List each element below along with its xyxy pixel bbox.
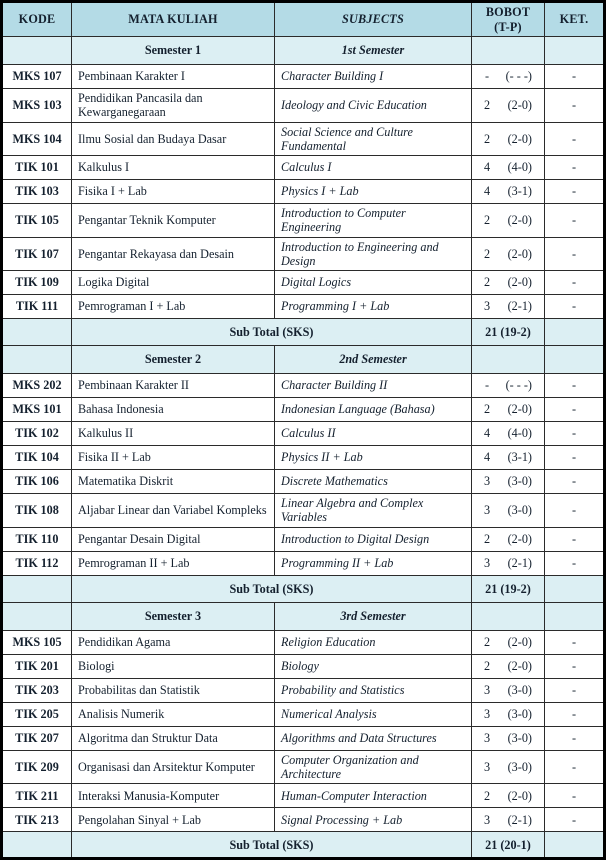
course-code: TIK 201 — [2, 654, 72, 678]
credits-sks: 3 — [483, 759, 491, 774]
subtotal-spacer-kode — [2, 575, 72, 602]
subtotal-note — [545, 575, 605, 602]
course-name-id: Logika Digital — [72, 271, 275, 295]
course-name-en: Numerical Analysis — [275, 702, 472, 726]
credits-theory-practice: (3-0) — [507, 683, 532, 698]
course-code: TIK 102 — [2, 422, 72, 446]
credits-inner — [478, 635, 538, 649]
semester-spacer-kode — [2, 602, 72, 630]
credits-inner — [478, 426, 538, 440]
credits-theory-practice: (2-0) — [507, 402, 532, 417]
course-note: - — [545, 678, 605, 702]
course-note: - — [545, 65, 605, 89]
course-name-en: Digital Logics — [275, 271, 472, 295]
table-body — [2, 37, 605, 859]
credits-sks: 2 — [483, 635, 491, 650]
credits-theory-practice: (4-0) — [507, 160, 532, 175]
credits-sks: 3 — [483, 683, 491, 698]
credits-inner — [478, 474, 538, 488]
course-note: - — [545, 122, 605, 156]
credits-inner — [478, 813, 538, 827]
course-name-en: Discrete Mathematics — [275, 470, 472, 494]
semester-spacer-ket — [545, 346, 605, 374]
credits-sks: 2 — [483, 275, 491, 290]
course-credits — [472, 180, 545, 204]
table-row — [2, 89, 605, 123]
subtotal-row — [2, 319, 605, 346]
course-credits — [472, 784, 545, 808]
course-name-en: Computer Organization and Architecture — [275, 750, 472, 784]
table-row — [2, 750, 605, 784]
course-code: TIK 203 — [2, 678, 72, 702]
credits-inner — [478, 299, 538, 313]
course-credits — [472, 470, 545, 494]
course-name-id: Pengantar Teknik Komputer — [72, 204, 275, 238]
course-name-en: Indonesian Language (Bahasa) — [275, 398, 472, 422]
table-row — [2, 630, 605, 654]
credits-sks: 3 — [483, 812, 491, 827]
credits-inner — [478, 731, 538, 745]
credits-inner — [478, 789, 538, 803]
course-credits — [472, 374, 545, 398]
course-note: - — [545, 204, 605, 238]
course-credits — [472, 89, 545, 123]
semester-spacer-ket — [545, 37, 605, 65]
table-row — [2, 65, 605, 89]
course-credits — [472, 65, 545, 89]
table-row — [2, 374, 605, 398]
course-code: MKS 107 — [2, 65, 72, 89]
table-row — [2, 271, 605, 295]
credits-theory-practice: (2-0) — [507, 659, 532, 674]
course-name-id: Fisika II + Lab — [72, 446, 275, 470]
subtotal-row — [2, 575, 605, 602]
credits-sks: 2 — [483, 532, 491, 547]
table-row — [2, 237, 605, 271]
subtotal-theory-practice: (19-2) — [500, 324, 531, 339]
table-row — [2, 422, 605, 446]
semester-label-en: 1st Semester — [275, 37, 472, 65]
credits-sks: 4 — [483, 160, 491, 175]
column-header-bobot-line1: BOBOT — [485, 5, 531, 20]
course-note: - — [545, 422, 605, 446]
credits-sks: 2 — [483, 788, 491, 803]
course-name-id: Pembinaan Karakter II — [72, 374, 275, 398]
course-name-id: Biologi — [72, 654, 275, 678]
credits-theory-practice: (2-0) — [507, 213, 532, 228]
credits-theory-practice: (2-0) — [507, 98, 532, 113]
semester-header-row — [2, 37, 605, 65]
credits-theory-practice: (2-0) — [507, 275, 532, 290]
subtotal-label: Sub Total (SKS) — [72, 575, 472, 602]
credits-sks: 2 — [483, 659, 491, 674]
semester-label-id: Semester 1 — [72, 37, 275, 65]
credits-inner — [478, 378, 538, 392]
course-name-id: Pengolahan Sinyal + Lab — [72, 808, 275, 832]
credits-inner — [478, 532, 538, 546]
course-code: TIK 108 — [2, 494, 72, 528]
course-credits — [472, 527, 545, 551]
course-note: - — [545, 470, 605, 494]
credits-theory-practice: (4-0) — [507, 426, 532, 441]
subtotal-credits — [472, 832, 545, 859]
table-row — [2, 470, 605, 494]
table-header — [2, 2, 605, 37]
credits-sks: 4 — [483, 426, 491, 441]
course-note: - — [545, 295, 605, 319]
course-name-en: Linear Algebra and Complex Variables — [275, 494, 472, 528]
course-name-id: Pemrograman I + Lab — [72, 295, 275, 319]
credits-inner — [478, 503, 538, 517]
course-code: TIK 109 — [2, 271, 72, 295]
course-code: MKS 202 — [2, 374, 72, 398]
course-credits — [472, 551, 545, 575]
credits-sks: - — [484, 69, 490, 84]
course-name-en: Probability and Statistics — [275, 678, 472, 702]
credits-inner — [478, 184, 538, 198]
credits-sks: 4 — [483, 450, 491, 465]
credits-inner — [478, 556, 538, 570]
column-header-kode: KODE — [2, 2, 72, 37]
course-credits — [472, 494, 545, 528]
credits-sks: 2 — [483, 402, 491, 417]
course-name-id: Kalkulus I — [72, 156, 275, 180]
course-credits — [472, 726, 545, 750]
course-note: - — [545, 808, 605, 832]
table-row — [2, 494, 605, 528]
credits-inner — [478, 450, 538, 464]
course-code: TIK 107 — [2, 237, 72, 271]
course-name-id: Pengantar Desain Digital — [72, 527, 275, 551]
course-code: TIK 207 — [2, 726, 72, 750]
course-credits — [472, 678, 545, 702]
credits-sks: 2 — [483, 98, 491, 113]
course-name-id: Ilmu Sosial dan Budaya Dasar — [72, 122, 275, 156]
credits-inner — [478, 707, 538, 721]
credits-sks: 3 — [483, 474, 491, 489]
table-row — [2, 295, 605, 319]
credits-inner — [478, 160, 538, 174]
course-credits — [472, 422, 545, 446]
course-code: MKS 101 — [2, 398, 72, 422]
subtotal-row — [2, 832, 605, 859]
course-name-en: Introduction to Digital Design — [275, 527, 472, 551]
course-name-en: Signal Processing + Lab — [275, 808, 472, 832]
subtotal-sks: 21 — [485, 324, 498, 339]
table-row — [2, 551, 605, 575]
course-note: - — [545, 89, 605, 123]
semester-label-id: Semester 3 — [72, 602, 275, 630]
course-note: - — [545, 702, 605, 726]
course-note: - — [545, 156, 605, 180]
course-name-en: Algorithms and Data Structures — [275, 726, 472, 750]
column-header-bobot-line2: (T-P) — [494, 19, 522, 34]
column-header-subjects: SUBJECTS — [275, 2, 472, 37]
table-row — [2, 398, 605, 422]
course-note: - — [545, 630, 605, 654]
subtotal-spacer-kode — [2, 832, 72, 859]
course-name-id: Interaksi Manusia-Komputer — [72, 784, 275, 808]
course-code: MKS 105 — [2, 630, 72, 654]
credits-sks: 2 — [483, 246, 491, 261]
credits-theory-practice: (3-0) — [507, 707, 532, 722]
credits-inner — [478, 683, 538, 697]
header-row — [2, 2, 605, 37]
subtotal-credits — [472, 575, 545, 602]
course-code: TIK 211 — [2, 784, 72, 808]
credits-inner — [478, 659, 538, 673]
credits-theory-practice: (- - -) — [505, 69, 532, 84]
credits-theory-practice: (- - -) — [505, 378, 532, 393]
course-code: TIK 103 — [2, 180, 72, 204]
column-header-ket: KET. — [545, 2, 605, 37]
table-row — [2, 654, 605, 678]
course-note: - — [545, 446, 605, 470]
course-code: TIK 106 — [2, 470, 72, 494]
table-row — [2, 527, 605, 551]
subtotal-note — [545, 832, 605, 859]
course-name-id: Pendidikan Agama — [72, 630, 275, 654]
semester-label-id: Semester 2 — [72, 346, 275, 374]
course-name-en: Ideology and Civic Education — [275, 89, 472, 123]
credits-inner — [478, 247, 538, 261]
course-name-id: Algoritma dan Struktur Data — [72, 726, 275, 750]
credits-sks: 3 — [483, 556, 491, 571]
course-name-en: Character Building I — [275, 65, 472, 89]
table-row — [2, 446, 605, 470]
credits-theory-practice: (2-1) — [507, 299, 532, 314]
semester-spacer-bobot — [472, 37, 545, 65]
credits-theory-practice: (2-0) — [507, 246, 532, 261]
course-credits — [472, 204, 545, 238]
credits-theory-practice: (2-0) — [507, 635, 532, 650]
credits-inner — [478, 760, 538, 774]
course-code: TIK 213 — [2, 808, 72, 832]
credits-sks: 3 — [483, 707, 491, 722]
course-credits — [472, 156, 545, 180]
course-credits — [472, 122, 545, 156]
credits-theory-practice: (3-0) — [507, 474, 532, 489]
course-note: - — [545, 271, 605, 295]
table-row — [2, 808, 605, 832]
credits-theory-practice: (2-1) — [507, 812, 532, 827]
credits-theory-practice: (2-1) — [507, 556, 532, 571]
course-name-en: Human-Computer Interaction — [275, 784, 472, 808]
course-credits — [472, 630, 545, 654]
table-row — [2, 784, 605, 808]
course-code: TIK 205 — [2, 702, 72, 726]
credits-inner — [478, 402, 538, 416]
course-note: - — [545, 726, 605, 750]
credits-theory-practice: (3-1) — [507, 450, 532, 465]
course-name-id: Matematika Diskrit — [72, 470, 275, 494]
course-note: - — [545, 654, 605, 678]
credits-sks: 2 — [483, 131, 491, 146]
course-note: - — [545, 180, 605, 204]
semester-spacer-ket — [545, 602, 605, 630]
course-credits — [472, 808, 545, 832]
course-credits — [472, 702, 545, 726]
subtotal-label: Sub Total (SKS) — [72, 832, 472, 859]
credits-sks: 3 — [483, 503, 491, 518]
semester-label-en: 2nd Semester — [275, 346, 472, 374]
course-name-en: Introduction to Computer Engineering — [275, 204, 472, 238]
course-name-id: Fisika I + Lab — [72, 180, 275, 204]
credits-inner — [478, 69, 538, 83]
column-header-bobot — [472, 2, 545, 37]
table-row — [2, 180, 605, 204]
course-credits — [472, 750, 545, 784]
course-code: TIK 110 — [2, 527, 72, 551]
course-code: TIK 104 — [2, 446, 72, 470]
course-name-en: Physics II + Lab — [275, 446, 472, 470]
course-credits — [472, 295, 545, 319]
credits-theory-practice: (2-0) — [507, 788, 532, 803]
subtotal-credits — [472, 319, 545, 346]
course-note: - — [545, 237, 605, 271]
credits-sks: 2 — [483, 213, 491, 228]
semester-spacer-kode — [2, 37, 72, 65]
course-note: - — [545, 551, 605, 575]
table-row — [2, 702, 605, 726]
credits-sks: 3 — [483, 299, 491, 314]
subtotal-theory-practice: (20-1) — [500, 837, 531, 852]
subtotal-spacer-kode — [2, 319, 72, 346]
course-name-en: Social Science and Culture Fundamental — [275, 122, 472, 156]
credits-theory-practice: (3-0) — [507, 503, 532, 518]
table-row — [2, 122, 605, 156]
course-name-id: Pembinaan Karakter I — [72, 65, 275, 89]
subtotal-sks: 21 — [485, 581, 498, 596]
subtotal-note — [545, 319, 605, 346]
course-note: - — [545, 527, 605, 551]
semester-spacer-kode — [2, 346, 72, 374]
semester-spacer-bobot — [472, 602, 545, 630]
subtotal-theory-practice: (19-2) — [500, 581, 531, 596]
table-row — [2, 726, 605, 750]
course-note: - — [545, 374, 605, 398]
course-name-en: Character Building II — [275, 374, 472, 398]
semester-header-row — [2, 602, 605, 630]
course-name-id: Bahasa Indonesia — [72, 398, 275, 422]
course-name-id: Aljabar Linear dan Variabel Kompleks — [72, 494, 275, 528]
course-name-id: Pendidikan Pancasila dan Kewarganegaraan — [72, 89, 275, 123]
course-name-en: Calculus I — [275, 156, 472, 180]
credits-theory-practice: (3-0) — [507, 731, 532, 746]
credits-sks: 3 — [483, 731, 491, 746]
credits-sks: - — [484, 378, 490, 393]
course-credits — [472, 654, 545, 678]
credits-theory-practice: (3-1) — [507, 184, 532, 199]
course-note: - — [545, 398, 605, 422]
course-name-id: Organisasi dan Arsitektur Komputer — [72, 750, 275, 784]
subtotal-sks: 21 — [485, 837, 498, 852]
course-credits — [472, 271, 545, 295]
course-credits — [472, 446, 545, 470]
course-code: TIK 112 — [2, 551, 72, 575]
course-name-en: Physics I + Lab — [275, 180, 472, 204]
course-code: TIK 111 — [2, 295, 72, 319]
table-row — [2, 678, 605, 702]
course-name-en: Introduction to Engineering and Design — [275, 237, 472, 271]
course-name-id: Analisis Numerik — [72, 702, 275, 726]
semester-label-en: 3rd Semester — [275, 602, 472, 630]
course-name-en: Programming I + Lab — [275, 295, 472, 319]
course-name-id: Pengantar Rekayasa dan Desain — [72, 237, 275, 271]
credits-inner — [478, 132, 538, 146]
credits-theory-practice: (2-0) — [507, 532, 532, 547]
credits-inner — [478, 275, 538, 289]
semester-spacer-bobot — [472, 346, 545, 374]
course-note: - — [545, 750, 605, 784]
course-note: - — [545, 494, 605, 528]
course-name-en: Biology — [275, 654, 472, 678]
subtotal-label: Sub Total (SKS) — [72, 319, 472, 346]
course-credits — [472, 237, 545, 271]
course-name-id: Pemrograman II + Lab — [72, 551, 275, 575]
table-row — [2, 204, 605, 238]
credits-sks: 4 — [483, 184, 491, 199]
credits-theory-practice: (3-0) — [507, 759, 532, 774]
credits-inner — [478, 213, 538, 227]
column-header-mata-kuliah: MATA KULIAH — [72, 2, 275, 37]
course-note: - — [545, 784, 605, 808]
course-code: TIK 209 — [2, 750, 72, 784]
course-code: TIK 105 — [2, 204, 72, 238]
semester-header-row — [2, 346, 605, 374]
course-name-id: Probabilitas dan Statistik — [72, 678, 275, 702]
course-name-en: Programming II + Lab — [275, 551, 472, 575]
course-name-en: Religion Education — [275, 630, 472, 654]
credits-inner — [478, 98, 538, 112]
table-row — [2, 156, 605, 180]
course-name-en: Calculus II — [275, 422, 472, 446]
course-name-id: Kalkulus II — [72, 422, 275, 446]
course-code: MKS 104 — [2, 122, 72, 156]
course-code: MKS 103 — [2, 89, 72, 123]
course-code: TIK 101 — [2, 156, 72, 180]
course-credits — [472, 398, 545, 422]
credits-theory-practice: (2-0) — [507, 131, 532, 146]
